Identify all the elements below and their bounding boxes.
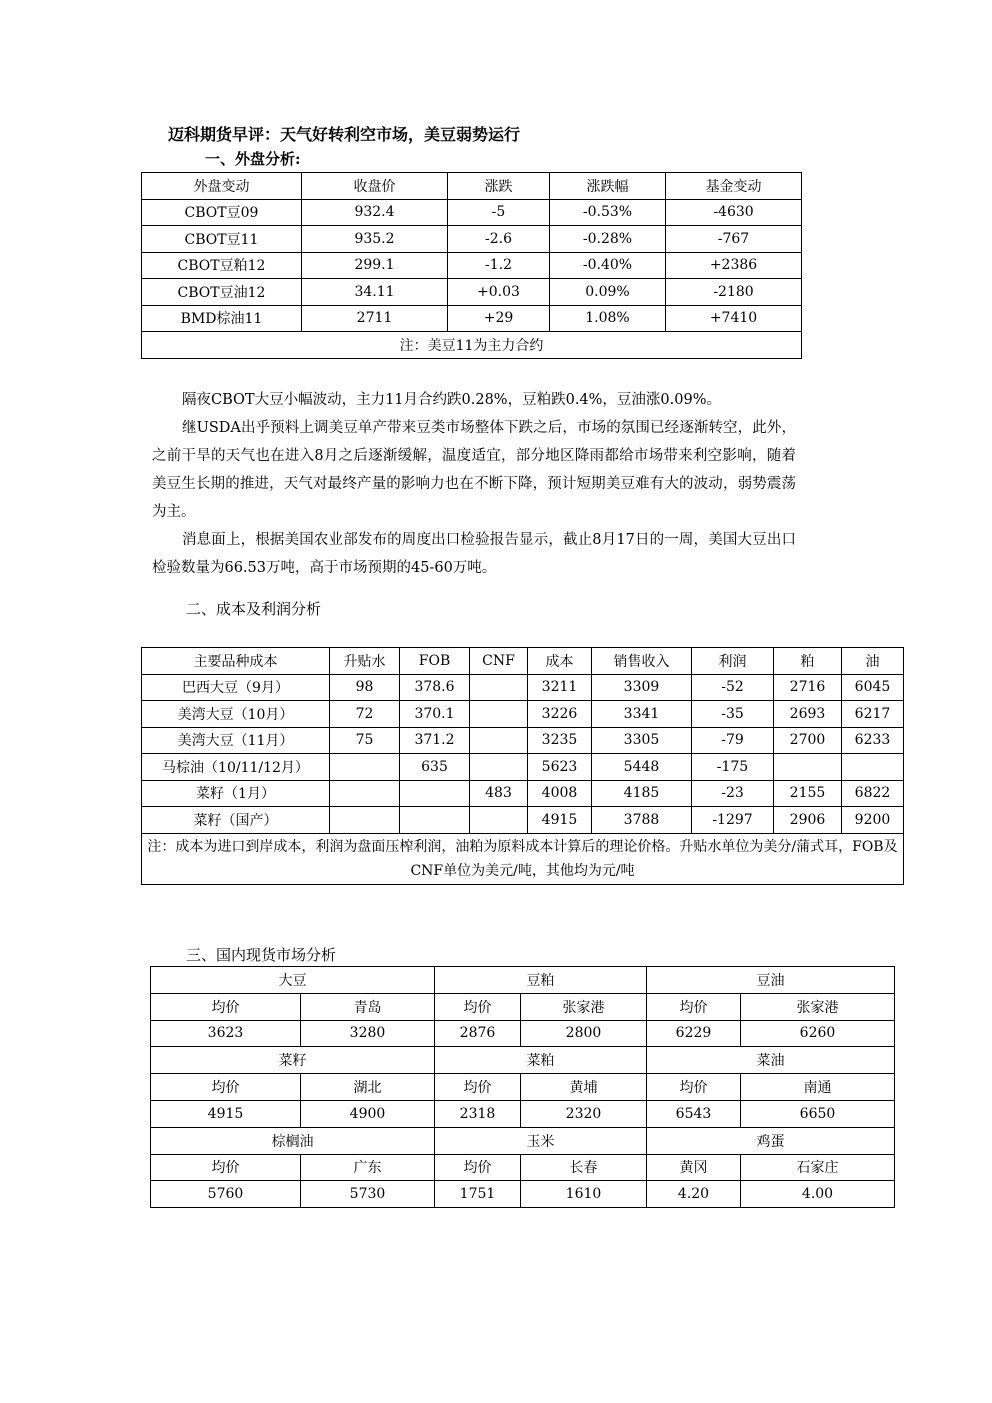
- section1-heading: 一、外盘分析:: [205, 150, 301, 168]
- analysis-text: [152, 386, 796, 582]
- paragraph: 消息面上，根据美国农业部发布的周度出口检验报告显示，截止8月17日的一周，美国大豆出口检验数量为66.53万吨，高于市场预期的45-60万吨。: [152, 532, 796, 576]
- table-cell: 635: [400, 754, 470, 781]
- commodity-name-row: [151, 967, 895, 994]
- table-cell: +2386: [666, 252, 802, 279]
- table-cell: -23: [692, 780, 774, 807]
- paragraph: 继USDA出乎预料上调美豆单产带来豆类市场整体下跌之后，市场的氛围已经逐渐转空，此外，之前干旱的天气也在进入8月之后逐渐缓解，温度适宜，部分地区降雨都给市场带来利空影响，随着美豆生长期的推进，天气对最终产量的影响力也在不断下降，预计短期美豆难有大的波动，弱势震荡为主。: [152, 420, 796, 520]
- price-label: 黄冈: [647, 1154, 741, 1181]
- price-value: 2800: [521, 1020, 647, 1047]
- table-cell: 371.2: [400, 727, 470, 754]
- price-label: 均价: [151, 993, 301, 1020]
- price-label: 均价: [435, 1154, 521, 1181]
- table-cell: 378.6: [400, 674, 470, 701]
- value-row: [151, 1181, 895, 1208]
- table-cell: 菜籽（1月）: [142, 780, 330, 807]
- value-row: [151, 1100, 895, 1127]
- table-cell: 34.11: [302, 279, 448, 306]
- table-cell: -4630: [666, 199, 802, 226]
- table-cell: -175: [692, 754, 774, 781]
- table-row: [142, 807, 904, 834]
- table-header-row: [142, 173, 802, 200]
- commodity-name: 菜油: [647, 1047, 895, 1074]
- table-cell: 932.4: [302, 199, 448, 226]
- commodity-name: 棕榈油: [151, 1127, 435, 1154]
- price-value: 5730: [301, 1181, 435, 1208]
- table-cell: 9200: [842, 807, 904, 834]
- label-row: [151, 1074, 895, 1101]
- table-cell: -1297: [692, 807, 774, 834]
- section2-heading: 二、成本及利润分析: [186, 600, 322, 618]
- table-cell: 3341: [592, 701, 692, 728]
- table-note-row: [142, 833, 904, 884]
- paragraph: 隔夜CBOT大豆小幅波动，主力11月合约跌0.28%，豆粕跌0.4%，豆油涨0.09%。: [182, 392, 721, 408]
- price-value: 3623: [151, 1020, 301, 1047]
- table-cell: -2180: [666, 279, 802, 306]
- table-row: [142, 727, 904, 754]
- table-cell: [470, 754, 528, 781]
- commodity-name: 大豆: [151, 967, 435, 994]
- table-cell: [330, 807, 400, 834]
- table-cell: CBOT豆油12: [142, 279, 302, 306]
- table-cell: 3211: [528, 674, 592, 701]
- domestic-spot-table: [150, 966, 895, 1208]
- table-header-row: [142, 648, 904, 675]
- table-cell: 4185: [592, 780, 692, 807]
- price-label: 均价: [647, 1074, 741, 1101]
- table-row: [142, 754, 904, 781]
- price-label: 青岛: [301, 993, 435, 1020]
- table-cell: 4008: [528, 780, 592, 807]
- price-label: 均价: [647, 993, 741, 1020]
- table-cell: 299.1: [302, 252, 448, 279]
- commodity-name-row: [151, 1047, 895, 1074]
- table-cell: 6045: [842, 674, 904, 701]
- price-label: 均价: [435, 1074, 521, 1101]
- table-cell: [470, 701, 528, 728]
- table-cell: 美湾大豆（10月）: [142, 701, 330, 728]
- table-cell: -52: [692, 674, 774, 701]
- price-value: 6650: [741, 1100, 895, 1127]
- table-note-row: [142, 332, 802, 359]
- header-cell: 利润: [692, 648, 774, 675]
- price-value: 3280: [301, 1020, 435, 1047]
- price-value: 2320: [521, 1100, 647, 1127]
- table-row: [142, 279, 802, 306]
- table-cell: 98: [330, 674, 400, 701]
- header-cell: 外盘变动: [142, 173, 302, 200]
- commodity-name-row: [151, 1127, 895, 1154]
- table-cell: 3788: [592, 807, 692, 834]
- table-cell: 2155: [774, 780, 842, 807]
- table-cell: [470, 674, 528, 701]
- header-cell: 涨跌: [448, 173, 550, 200]
- table-cell: 菜籽（国产）: [142, 807, 330, 834]
- table-cell: 370.1: [400, 701, 470, 728]
- table-cell: 3309: [592, 674, 692, 701]
- table-cell: 4915: [528, 807, 592, 834]
- commodity-name: 豆油: [647, 967, 895, 994]
- table-row: [142, 674, 904, 701]
- table-note: 注：成本为进口到岸成本，利润为盘面压榨利润，油粕为原料成本计算后的理论价格。升贴水单位为美分/蒲式耳，FOB及CNF单位为美元/吨，其他均为元/吨: [142, 833, 904, 884]
- price-value: 1751: [435, 1181, 521, 1208]
- price-label: 南通: [741, 1074, 895, 1101]
- price-label: 石家庄: [741, 1154, 895, 1181]
- table-cell: 5448: [592, 754, 692, 781]
- header-cell: 升贴水: [330, 648, 400, 675]
- price-label: 均价: [151, 1074, 301, 1101]
- table-cell: 3235: [528, 727, 592, 754]
- table-cell: 935.2: [302, 226, 448, 253]
- price-value: 4915: [151, 1100, 301, 1127]
- header-cell: 涨跌幅: [550, 173, 666, 200]
- table-row: [142, 199, 802, 226]
- table-cell: +29: [448, 305, 550, 332]
- price-label: 长春: [521, 1154, 647, 1181]
- table-cell: 0.09%: [550, 279, 666, 306]
- price-label: 广东: [301, 1154, 435, 1181]
- table-cell: 1.08%: [550, 305, 666, 332]
- table-cell: 5623: [528, 754, 592, 781]
- table-cell: CBOT豆粕12: [142, 252, 302, 279]
- table-cell: -35: [692, 701, 774, 728]
- price-value: 6229: [647, 1020, 741, 1047]
- header-cell: 基金变动: [666, 173, 802, 200]
- price-value: 6260: [741, 1020, 895, 1047]
- table-cell: -767: [666, 226, 802, 253]
- table-cell: 2700: [774, 727, 842, 754]
- table-cell: -5: [448, 199, 550, 226]
- price-label: 均价: [435, 993, 521, 1020]
- table-cell: [400, 807, 470, 834]
- table-cell: [330, 754, 400, 781]
- table-row: [142, 252, 802, 279]
- table-cell: -2.6: [448, 226, 550, 253]
- table-cell: -0.40%: [550, 252, 666, 279]
- table-cell: 2716: [774, 674, 842, 701]
- price-label: 张家港: [741, 993, 895, 1020]
- table-row: [142, 305, 802, 332]
- header-cell: 粕: [774, 648, 842, 675]
- table-cell: [470, 807, 528, 834]
- table-cell: CBOT豆11: [142, 226, 302, 253]
- table-cell: 2711: [302, 305, 448, 332]
- table-cell: -0.53%: [550, 199, 666, 226]
- table-cell: +7410: [666, 305, 802, 332]
- commodity-name: 菜粕: [435, 1047, 647, 1074]
- table-cell: 6822: [842, 780, 904, 807]
- table-cell: 6217: [842, 701, 904, 728]
- table-cell: 3305: [592, 727, 692, 754]
- price-label: 均价: [151, 1154, 301, 1181]
- report-title: 迈科期货早评：天气好转利空市场，美豆弱势运行: [168, 125, 521, 144]
- cost-profit-table: [141, 647, 904, 885]
- label-row: [151, 993, 895, 1020]
- table-cell: 巴西大豆（9月）: [142, 674, 330, 701]
- header-cell: FOB: [400, 648, 470, 675]
- table-cell: -79: [692, 727, 774, 754]
- table-cell: 75: [330, 727, 400, 754]
- commodity-name: 鸡蛋: [647, 1127, 895, 1154]
- table-row: [142, 226, 802, 253]
- table-row: [142, 780, 904, 807]
- value-row: [151, 1020, 895, 1047]
- section3-heading: 三、国内现货市场分析: [186, 946, 337, 964]
- table-cell: 马棕油（10/11/12月）: [142, 754, 330, 781]
- price-value: 2876: [435, 1020, 521, 1047]
- table-cell: 483: [470, 780, 528, 807]
- table-cell: 72: [330, 701, 400, 728]
- table-cell: [400, 780, 470, 807]
- table-cell: CBOT豆09: [142, 199, 302, 226]
- table-cell: +0.03: [448, 279, 550, 306]
- commodity-name: 豆粕: [435, 967, 647, 994]
- header-cell: CNF: [470, 648, 528, 675]
- table-cell: 2906: [774, 807, 842, 834]
- header-cell: 成本: [528, 648, 592, 675]
- table-cell: [774, 754, 842, 781]
- table-row: [142, 701, 904, 728]
- commodity-name: 玉米: [435, 1127, 647, 1154]
- table-cell: 6233: [842, 727, 904, 754]
- price-value: 6543: [647, 1100, 741, 1127]
- price-value: 5760: [151, 1181, 301, 1208]
- price-label: 张家港: [521, 993, 647, 1020]
- table-cell: 美湾大豆（11月）: [142, 727, 330, 754]
- table-cell: 3226: [528, 701, 592, 728]
- table-cell: [470, 727, 528, 754]
- table-cell: BMD棕油11: [142, 305, 302, 332]
- table-note: 注：美豆11为主力合约: [142, 332, 802, 359]
- table-cell: [330, 780, 400, 807]
- label-row: [151, 1154, 895, 1181]
- header-cell: 主要品种成本: [142, 648, 330, 675]
- external-market-table: [141, 172, 802, 359]
- table-cell: [842, 754, 904, 781]
- price-value: 4.00: [741, 1181, 895, 1208]
- price-value: 2318: [435, 1100, 521, 1127]
- price-value: 4900: [301, 1100, 435, 1127]
- price-label: 湖北: [301, 1074, 435, 1101]
- price-value: 4.20: [647, 1181, 741, 1208]
- header-cell: 油: [842, 648, 904, 675]
- price-value: 1610: [521, 1181, 647, 1208]
- table-cell: 2693: [774, 701, 842, 728]
- commodity-name: 菜籽: [151, 1047, 435, 1074]
- header-cell: 销售收入: [592, 648, 692, 675]
- header-cell: 收盘价: [302, 173, 448, 200]
- table-cell: -1.2: [448, 252, 550, 279]
- price-label: 黄埔: [521, 1074, 647, 1101]
- table-cell: -0.28%: [550, 226, 666, 253]
